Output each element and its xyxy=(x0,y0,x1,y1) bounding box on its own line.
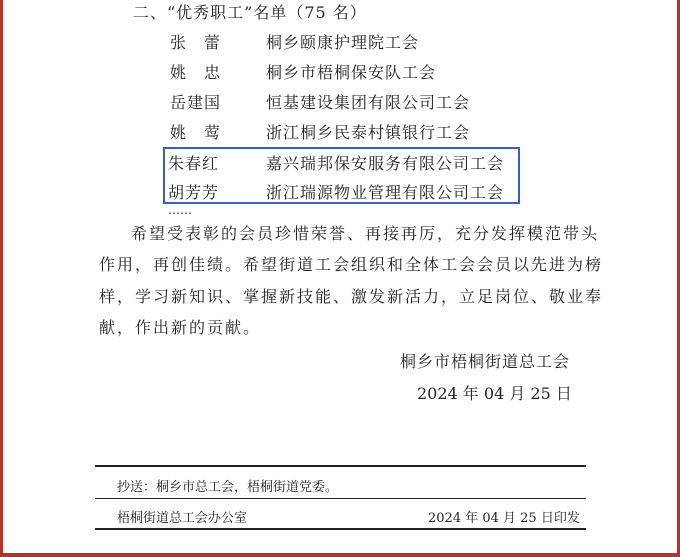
honoree-name: 姚 莺 xyxy=(170,123,222,142)
honoree-org: 恒基建设集团有限公司工会 xyxy=(266,93,471,112)
cc-line: 抄送：桐乡市总工会，梧桐街道党委。 xyxy=(117,480,339,495)
honoree-name: 岳建国 xyxy=(170,93,222,112)
ellipsis: …… xyxy=(168,203,192,217)
paragraph-line: 献，作出新的贡献。 xyxy=(99,318,262,337)
issuer: 梧桐街道总工会办公室 xyxy=(117,511,248,526)
paragraph-line: 样，学习新知识、掌握新技能、激发新活力，立足岗位、敬业奉 xyxy=(99,287,604,306)
print-date: 2024 年 04 月 25 日印发 xyxy=(428,511,580,526)
footer-rule-top xyxy=(95,465,586,467)
honoree-org: 浙江瑞源物业管理有限公司工会 xyxy=(266,183,505,202)
honoree-name: 胡芳芳 xyxy=(168,183,220,202)
paragraph-line: 希望受表彰的会员珍惜荣誉、再接再厉，充分发挥模范带头 xyxy=(131,224,600,243)
honoree-org: 桐乡市梧桐保安队工会 xyxy=(266,63,437,82)
honoree-name: 张 蕾 xyxy=(170,33,222,52)
signature-org: 桐乡市梧桐街道总工会 xyxy=(400,352,571,371)
section-heading: 二、“优秀职工”名单（75 名） xyxy=(133,3,367,22)
honoree-org: 桐乡颐康护理院工会 xyxy=(266,33,420,52)
honoree-name: 姚 忠 xyxy=(170,63,222,82)
footer-rule-bottom xyxy=(95,528,586,530)
honoree-name: 朱春红 xyxy=(168,154,220,173)
paragraph-line: 作用，再创佳绩。希望街道工会组织和全体工会会员以先进为榜 xyxy=(99,255,604,274)
footer-rule-middle xyxy=(95,498,586,499)
signature-date: 2024 年 04 月 25 日 xyxy=(417,384,572,403)
honoree-org: 嘉兴瑞邦保安服务有限公司工会 xyxy=(266,154,505,173)
honoree-org: 浙江桐乡民泰村镇银行工会 xyxy=(266,123,471,142)
